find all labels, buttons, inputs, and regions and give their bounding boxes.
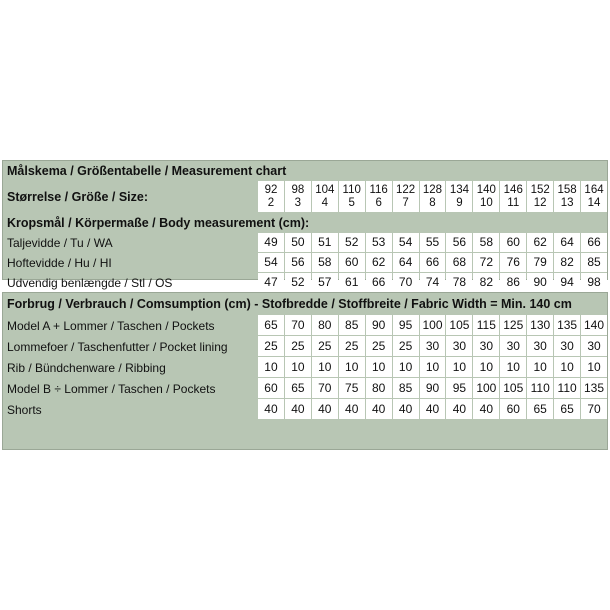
size-age: 12 bbox=[533, 196, 547, 209]
value-cell: 54 bbox=[258, 253, 284, 272]
size-age: 8 bbox=[429, 196, 436, 209]
value-cell: 98 bbox=[581, 273, 607, 292]
size-cm: 122 bbox=[395, 183, 416, 196]
size-cm: 134 bbox=[449, 183, 469, 196]
size-cell bbox=[393, 181, 419, 212]
size-age: 4 bbox=[321, 196, 328, 209]
size-cell bbox=[339, 181, 365, 212]
row-cells bbox=[257, 336, 607, 357]
value-cell: 10 bbox=[527, 357, 553, 377]
size-cell bbox=[473, 181, 499, 212]
value-cell: 25 bbox=[366, 336, 392, 356]
value-cell: 70 bbox=[581, 399, 607, 419]
value-cell: 72 bbox=[473, 253, 499, 272]
row-cells bbox=[257, 378, 607, 399]
consumption-chart bbox=[2, 292, 608, 450]
value-cell: 58 bbox=[473, 233, 499, 252]
measurement-chart bbox=[2, 160, 608, 290]
value-cell: 30 bbox=[527, 336, 553, 356]
value-cell: 80 bbox=[312, 315, 338, 335]
value-cell: 95 bbox=[393, 315, 419, 335]
table-row bbox=[3, 273, 607, 293]
value-cell: 100 bbox=[473, 378, 499, 398]
value-cell: 10 bbox=[500, 357, 526, 377]
row-label: Udvendig benlængde / Stl / OS bbox=[7, 276, 173, 290]
size-cm: 104 bbox=[315, 183, 335, 196]
value-cell: 10 bbox=[473, 357, 499, 377]
value-cell: 54 bbox=[393, 233, 419, 252]
value-cell: 25 bbox=[339, 336, 365, 356]
value-cell: 82 bbox=[473, 273, 499, 292]
value-cell: 90 bbox=[420, 378, 446, 398]
row-cells bbox=[257, 273, 607, 293]
size-cell bbox=[366, 181, 392, 212]
size-age: 5 bbox=[348, 196, 355, 209]
value-cell: 10 bbox=[581, 357, 607, 377]
value-cell: 25 bbox=[258, 336, 284, 356]
size-age: 14 bbox=[587, 196, 601, 209]
value-cell: 75 bbox=[339, 378, 365, 398]
value-cell: 95 bbox=[446, 378, 472, 398]
row-label: Shorts bbox=[7, 402, 42, 417]
size-row bbox=[3, 181, 607, 213]
value-cell: 57 bbox=[312, 273, 338, 292]
value-cell: 85 bbox=[339, 315, 365, 335]
value-cell: 30 bbox=[554, 336, 580, 356]
size-cell bbox=[420, 181, 446, 212]
value-cell: 40 bbox=[473, 399, 499, 419]
size-age: 3 bbox=[294, 196, 302, 209]
row-label: Model A + Lommer / Taschen / Pockets bbox=[7, 318, 215, 333]
value-cell: 140 bbox=[581, 315, 607, 335]
measurement-chart-title: Målskema / Größentabelle / Measurement chart bbox=[7, 164, 287, 178]
size-cell bbox=[581, 181, 607, 212]
value-cell: 76 bbox=[500, 253, 526, 272]
value-cell: 62 bbox=[366, 253, 392, 272]
value-cell: 65 bbox=[285, 378, 311, 398]
size-cm: 116 bbox=[369, 183, 388, 196]
value-cell: 10 bbox=[554, 357, 580, 377]
value-cell: 105 bbox=[446, 315, 472, 335]
value-cell: 68 bbox=[446, 253, 472, 272]
size-age: 10 bbox=[479, 196, 493, 209]
row-label: Model B ÷ Lommer / Taschen / Pockets bbox=[7, 381, 216, 396]
size-cm: 164 bbox=[584, 183, 604, 196]
value-cell: 80 bbox=[366, 378, 392, 398]
row-cells bbox=[257, 399, 607, 420]
value-cell: 10 bbox=[420, 357, 446, 377]
size-age: 11 bbox=[507, 196, 520, 209]
size-age: 6 bbox=[375, 196, 382, 209]
value-cell: 50 bbox=[285, 233, 311, 252]
size-cell bbox=[285, 181, 311, 212]
value-cell: 25 bbox=[285, 336, 311, 356]
consumption-rows bbox=[3, 315, 607, 420]
value-cell: 135 bbox=[554, 315, 580, 335]
value-cell: 70 bbox=[393, 273, 419, 292]
table-row bbox=[3, 233, 607, 253]
value-cell: 64 bbox=[554, 233, 580, 252]
value-cell: 40 bbox=[339, 399, 365, 419]
value-cell: 90 bbox=[366, 315, 392, 335]
size-age: 13 bbox=[560, 196, 574, 209]
value-cell: 40 bbox=[285, 399, 311, 419]
value-cell: 53 bbox=[366, 233, 392, 252]
value-cell: 105 bbox=[500, 378, 526, 398]
value-cell: 60 bbox=[500, 233, 526, 252]
value-cell: 58 bbox=[312, 253, 338, 272]
value-cell: 61 bbox=[339, 273, 365, 292]
value-cell: 62 bbox=[527, 233, 553, 252]
size-cm: 98 bbox=[291, 183, 305, 196]
value-cell: 82 bbox=[554, 253, 580, 272]
value-cell: 25 bbox=[312, 336, 338, 356]
row-label: Rib / Bündchenware / Ribbing bbox=[7, 360, 166, 375]
value-cell: 51 bbox=[312, 233, 338, 252]
value-cell: 86 bbox=[500, 273, 526, 292]
value-cell: 66 bbox=[420, 253, 446, 272]
value-cell: 10 bbox=[285, 357, 311, 377]
value-cell: 55 bbox=[420, 233, 446, 252]
value-cell: 40 bbox=[420, 399, 446, 419]
value-cell: 30 bbox=[420, 336, 446, 356]
value-cell: 65 bbox=[527, 399, 553, 419]
row-cells bbox=[257, 253, 607, 273]
table-row bbox=[3, 378, 607, 399]
value-cell: 47 bbox=[258, 273, 284, 292]
value-cell: 56 bbox=[285, 253, 311, 272]
size-cm: 92 bbox=[264, 183, 278, 196]
value-cell: 25 bbox=[393, 336, 419, 356]
value-cell: 40 bbox=[312, 399, 338, 419]
body-measurement-title: Kropsmål / Körpermaße / Body measurement (cm): bbox=[7, 216, 310, 230]
size-age: 2 bbox=[267, 196, 275, 209]
size-cm: 128 bbox=[422, 183, 443, 196]
value-cell: 10 bbox=[339, 357, 365, 377]
value-cell: 40 bbox=[366, 399, 392, 419]
row-cells bbox=[257, 357, 607, 378]
table-row bbox=[3, 336, 607, 357]
value-cell: 10 bbox=[366, 357, 392, 377]
size-cell bbox=[446, 181, 472, 212]
value-cell: 40 bbox=[393, 399, 419, 419]
value-cell: 40 bbox=[258, 399, 284, 419]
size-row-label: Størrelse / Größe / Size: bbox=[7, 190, 149, 204]
size-cm: 110 bbox=[342, 183, 361, 196]
size-age: 7 bbox=[402, 196, 409, 209]
size-cell bbox=[500, 181, 526, 212]
value-cell: 70 bbox=[312, 378, 338, 398]
value-cell: 60 bbox=[258, 378, 284, 398]
value-cell: 10 bbox=[393, 357, 419, 377]
value-cell: 30 bbox=[446, 336, 472, 356]
consumption-chart-title: Forbrug / Verbrauch / Comsumption (cm) - Stofbredde / Stoffbreite / Fabric Width = Min. 140 cm bbox=[7, 297, 572, 311]
value-cell: 52 bbox=[339, 233, 365, 252]
size-cm: 152 bbox=[530, 183, 550, 196]
size-cell bbox=[312, 181, 338, 212]
value-cell: 60 bbox=[339, 253, 365, 272]
value-cell: 65 bbox=[258, 315, 284, 335]
value-cell: 66 bbox=[581, 233, 607, 252]
value-cell: 85 bbox=[581, 253, 607, 272]
value-cell: 66 bbox=[366, 273, 392, 292]
value-cell: 110 bbox=[554, 378, 580, 398]
value-cell: 60 bbox=[500, 399, 526, 419]
size-cell bbox=[554, 181, 580, 212]
value-cell: 100 bbox=[420, 315, 446, 335]
size-cm: 158 bbox=[557, 183, 577, 196]
row-cells bbox=[257, 315, 607, 336]
row-label: Hoftevidde / Hu / HI bbox=[7, 256, 112, 270]
value-cell: 40 bbox=[446, 399, 472, 419]
value-cell: 130 bbox=[527, 315, 553, 335]
value-cell: 64 bbox=[393, 253, 419, 272]
table-row bbox=[3, 399, 607, 420]
value-cell: 94 bbox=[554, 273, 580, 292]
table-row bbox=[3, 315, 607, 336]
value-cell: 90 bbox=[527, 273, 553, 292]
value-cell: 10 bbox=[312, 357, 338, 377]
table-row bbox=[3, 253, 607, 273]
value-cell: 30 bbox=[500, 336, 526, 356]
value-cell: 78 bbox=[446, 273, 472, 292]
row-label: Lommefoer / Taschenfutter / Pocket lining bbox=[7, 339, 228, 354]
size-cell bbox=[258, 181, 284, 212]
value-cell: 52 bbox=[285, 273, 311, 292]
size-cell bbox=[527, 181, 553, 212]
value-cell: 115 bbox=[473, 315, 499, 335]
size-age: 9 bbox=[456, 196, 463, 209]
value-cell: 10 bbox=[446, 357, 472, 377]
value-cell: 85 bbox=[393, 378, 419, 398]
value-cell: 10 bbox=[258, 357, 284, 377]
value-cell: 79 bbox=[527, 253, 553, 272]
size-cm: 146 bbox=[503, 183, 523, 196]
table-row bbox=[3, 357, 607, 378]
value-cell: 135 bbox=[581, 378, 607, 398]
value-cell: 74 bbox=[420, 273, 446, 292]
value-cell: 30 bbox=[581, 336, 607, 356]
value-cell: 49 bbox=[258, 233, 284, 252]
row-cells bbox=[257, 233, 607, 253]
size-cells bbox=[257, 181, 607, 213]
value-cell: 125 bbox=[500, 315, 526, 335]
value-cell: 65 bbox=[554, 399, 580, 419]
body-measurement-rows bbox=[3, 233, 607, 293]
value-cell: 30 bbox=[473, 336, 499, 356]
row-label: Taljevidde / Tu / WA bbox=[7, 236, 113, 250]
value-cell: 56 bbox=[446, 233, 472, 252]
value-cell: 70 bbox=[285, 315, 311, 335]
size-cm: 140 bbox=[476, 183, 496, 196]
value-cell: 110 bbox=[527, 378, 553, 398]
